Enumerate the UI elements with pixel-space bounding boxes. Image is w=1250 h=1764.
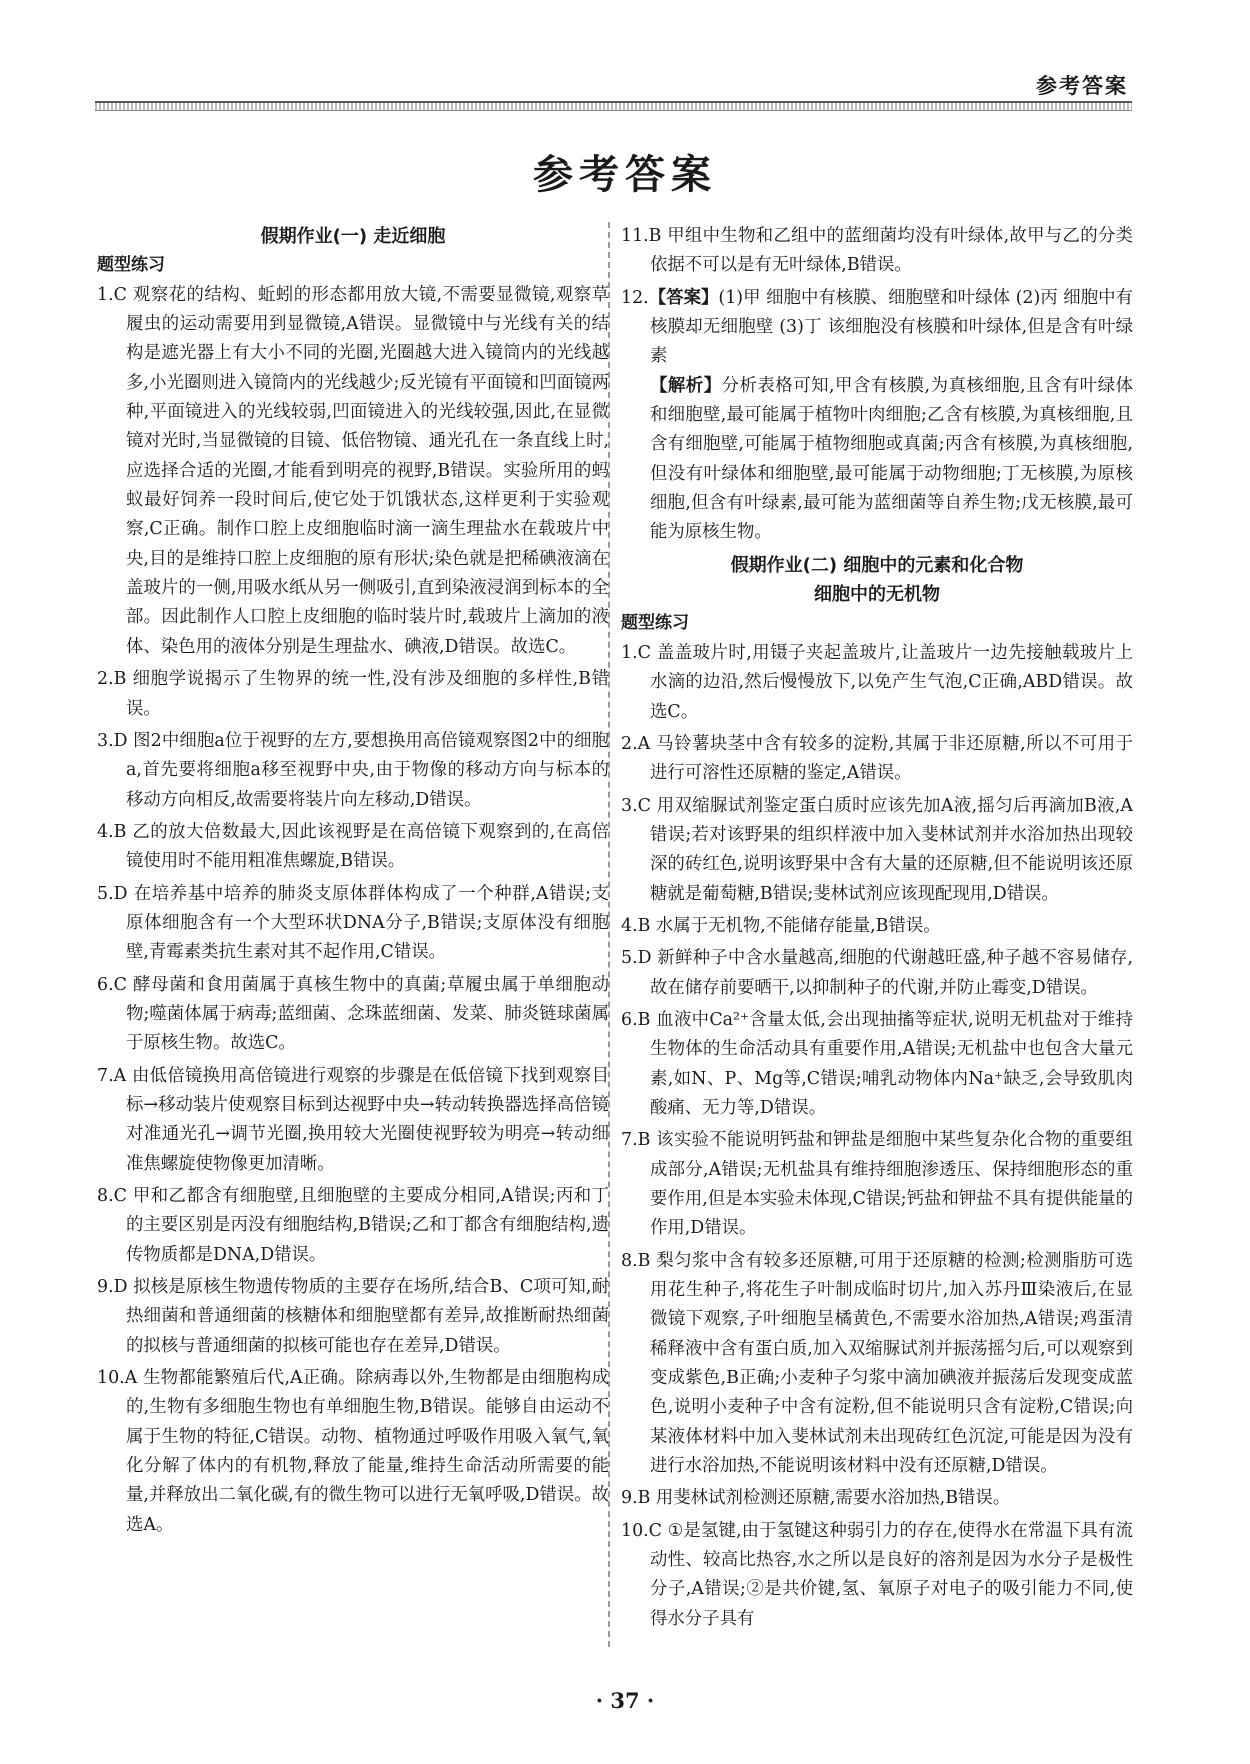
page-title: 参考答案: [533, 152, 717, 198]
answer-item: 4.B 水属于无机物,不能储存能量,B错误。: [621, 915, 941, 936]
answer-item: 4.B 乙的放大倍数最大,因此该视野是在高倍镜下观察到的,在高倍镜使用时不能用粗准焦螺旋,B错误。: [97, 821, 609, 872]
answer-item: 9.B 用斐林试剂检测还原糖,需要水浴加热,B错误。: [621, 1488, 1011, 1509]
header-rule: [95, 101, 1132, 111]
answer-item: 11.B 甲组中生物和乙组中的蓝细菌均没有叶绿体,故甲与乙的分类依据不可以是有无叶绿体,B错误。: [621, 226, 1133, 276]
answer-item-12: [621, 284, 1133, 372]
answer-item: 8.B 梨匀浆中含有较多还原糖,可用于还原糖的检测;检测脂肪可选用花生种子,将花生子叶制成临时切片,加入苏丹Ⅲ染液后,在显微镜下观察,子叶细胞呈橘黄色,不需要水浴加热,A错误;鸡蛋清稀释液中含有蛋白质,加入双缩脲试剂并振荡摇匀后,可以观察到变成紫色,B正确;小麦种子匀浆中滴加碘液并振荡后发现变成蓝色,说明小麦种子中含有淀粉,但不能说明只含有淀粉,C错误;向某液体材料中加入斐林试剂未出现砖红色沉淀,可能是因为没有进行水浴加热,不能说明该材料中没有还原糖,D错误。: [621, 1250, 1133, 1477]
answer-item: 2.A 马铃薯块茎中含有较多的淀粉,其属于非还原糖,所以不可用于进行可溶性还原糖的鉴定,A错误。: [621, 733, 1133, 784]
answer-item: 1.C 观察花的结构、蚯蚓的形态都用放大镜,不需要显微镜,观察草履虫的运动需要用到显微镜,A错误。显微镜中与光线有关的结构是遮光器上有大小不同的光圈,光圈越大进入镜筒内的光线越多,小光圈则进入镜筒内的光线越少;反光镜有平面镜和凹面镜两种,平面镜进入的光线较弱,凹面镜进入的光线较强,因此,在显微镜对光时,当显微镜的目镜、低倍物镜、通光孔在一条直线上时,应选择合适的光圈,才能看到明亮的视野,B错误。实验所用的蚂蚁最好饲养一段时间后,使它处于饥饿状态,这样更利于实验观察,C正确。制作口腔上皮细胞临时滴一滴生理盐水在载玻片中央,目的是维持口腔上皮细胞的原有形状;染色就是把稀碘液滴在盖玻片的一侧,用吸水纸从另一侧吸引,直到染液浸润到标本的全部。因此制作人口腔上皮细胞的临时装片时,载玻片上滴加的液体、染色用的液体分别是生理盐水、碘液,D错误。故选C。: [97, 284, 609, 657]
answer-item: 5.D 新鲜种子中含水量越高,细胞的代谢越旺盛,种子越不容易储存,故在储存前要晒干,以抑制种子的代谢,并防止霉变,D错误。: [621, 948, 1133, 998]
answer-item: 9.D 拟核是原核生物遗传物质的主要存在场所,结合B、C项可知,耐热细菌和普通细菌的核糖体和细胞壁都有差异,故推断耐热细菌的拟核与普通细菌的拟核可能也存在差异,D错误。: [97, 1277, 609, 1356]
right-answer-list: [621, 639, 1133, 1634]
section-subtitle: 细胞中的无机物: [814, 584, 940, 606]
answer-item: 6.B 血液中Ca²⁺含量太低,会出现抽搐等症状,说明无机盐对于维持生物体的生命活动具有重要作用,A错误;无机盐中也包含大量元素,如N、P、Mg等,C错误;哺乳动物体内Na⁺缺乏,会导致肌肉酸痛、无力等,D错误。: [621, 1009, 1133, 1118]
answer-item: 7.A 由低倍镜换用高倍镜进行观察的步骤是在低倍镜下找到观察目标→移动装片使观察目标到达视野中央→转动转换器选择高倍镜对准通光孔→调节光圈,换用较大光圈使视野较为明亮→转动细准焦螺旋使物像更加清晰。: [97, 1065, 609, 1174]
left-column: [97, 222, 609, 1543]
item-number: 12.: [621, 287, 649, 308]
right-column: [621, 222, 1133, 1637]
analysis-text: 分析表格可知,甲含有核膜,为真核细胞,且含有叶绿体和细胞壁,最可能属于植物叶肉细胞;乙含有核膜,为真核细胞,且含有细胞壁,可能属于植物细胞或真菌;丙含有核膜,为真核细胞,但没有叶绿体和细胞壁,最可能属于动物细胞;丁无核膜,为原核细胞,但含有叶绿素,最可能为蓝细菌等自养生物;戊无核膜,最可能为原核生物。: [650, 375, 1133, 543]
answer-tag: 【答案】: [648, 287, 719, 308]
page-number: · 37 ·: [595, 1688, 655, 1713]
running-header: 参考答案: [1036, 74, 1128, 98]
subsection-title: 题型练习: [621, 613, 689, 634]
answer-item: 10.C ①是氢键,由于氢键这种弱引力的存在,使得水在常温下具有流动性、较高比热容,水之所以是良好的溶剂是因为水分子是极性分子,A错误;②是共价键,氢、氧原子对电子的吸引能力不同,使得水分子具有: [621, 1520, 1133, 1629]
section-title: 假期作业(二) 细胞中的元素和化合物: [730, 554, 1024, 576]
answer-item: 8.C 甲和乙都含有细胞壁,且细胞壁的主要成分相同,A错误;丙和丁的主要区别是丙没有细胞结构,B错误;乙和丁都含有细胞结构,遗传物质都是DNA,D错误。: [97, 1186, 609, 1265]
analysis-tag: 【解析】: [650, 375, 722, 396]
answer-item: 2.B 细胞学说揭示了生物界的统一性,没有涉及细胞的多样性,B错误。: [97, 669, 609, 719]
answer-item: 10.A 生物都能繁殖后代,A正确。除病毒以外,生物都是由细胞构成的,生物有多细胞生物也有单细胞生物,B错误。能够自由运动不属于生物的特征,C错误。动物、植物通过呼吸作用吸入氧气,氧化分解了体内的有机物,释放了能量,维持生命活动所需要的能量,并释放出二氧化碳,有的微生物可以进行无氧呼吸,D错误。故选A。: [97, 1368, 609, 1535]
analysis-paragraph: [621, 372, 1133, 548]
answer-text: (1)甲 细胞中有核膜、细胞壁和叶绿体 (2)丙 细胞中有核膜却无细胞壁 (3)丁 该细胞没有核膜和叶绿体,但是含有叶绿素: [650, 287, 1133, 367]
column-divider: [608, 222, 610, 1647]
answer-item: 3.D 图2中细胞a位于视野的左方,要想换用高倍镜观察图2中的细胞a,首先要将细胞a移至视野中央,由于物像的移动方向与标本的移动方向相反,故需要将装片向左移动,D错误。: [97, 730, 609, 810]
subsection-title: 题型练习: [97, 255, 165, 276]
answer-item: 7.B 该实验不能说明钙盐和钾盐是细胞中某些复杂化合物的重要组成部分,A错误;无机盐具有维持细胞渗透压、保持细胞形态的重要作用,但是本实验未体现,C错误;钙盐和钾盐不具有提供能量的作用,D错误。: [621, 1130, 1133, 1239]
answer-item: 5.D 在培养基中培养的肺炎支原体群体构成了一个种群,A错误;支原体细胞含有一个大型环状DNA分子,B错误;支原体没有细胞壁,青霉素类抗生素对其不起作用,C错误。: [97, 883, 609, 963]
section-title: 假期作业(一) 走近细胞: [260, 226, 446, 247]
answer-item: 6.C 酵母菌和食用菌属于真核生物中的真菌;草履虫属于单细胞动物;噬菌体属于病毒;蓝细菌、念珠蓝细菌、发菜、肺炎链球菌属于原核生物。故选C。: [97, 974, 609, 1054]
left-answer-list: [97, 281, 609, 1540]
answer-item: 1.C 盖盖玻片时,用镊子夹起盖玻片,让盖玻片一边先接触载玻片上水滴的边沿,然后慢慢放下,以免产生气泡,C正确,ABD错误。故选C。: [621, 642, 1133, 722]
answer-item: 3.C 用双缩脲试剂鉴定蛋白质时应该先加A液,摇匀后再滴加B液,A错误;若对该野果的组织样液中加入斐林试剂并水浴加热出现较深的砖红色,说明该野果中含有大量的还原糖,但不能说明该还原糖就是葡萄糖,B错误;斐林试剂应该现配现用,D错误。: [621, 795, 1133, 904]
